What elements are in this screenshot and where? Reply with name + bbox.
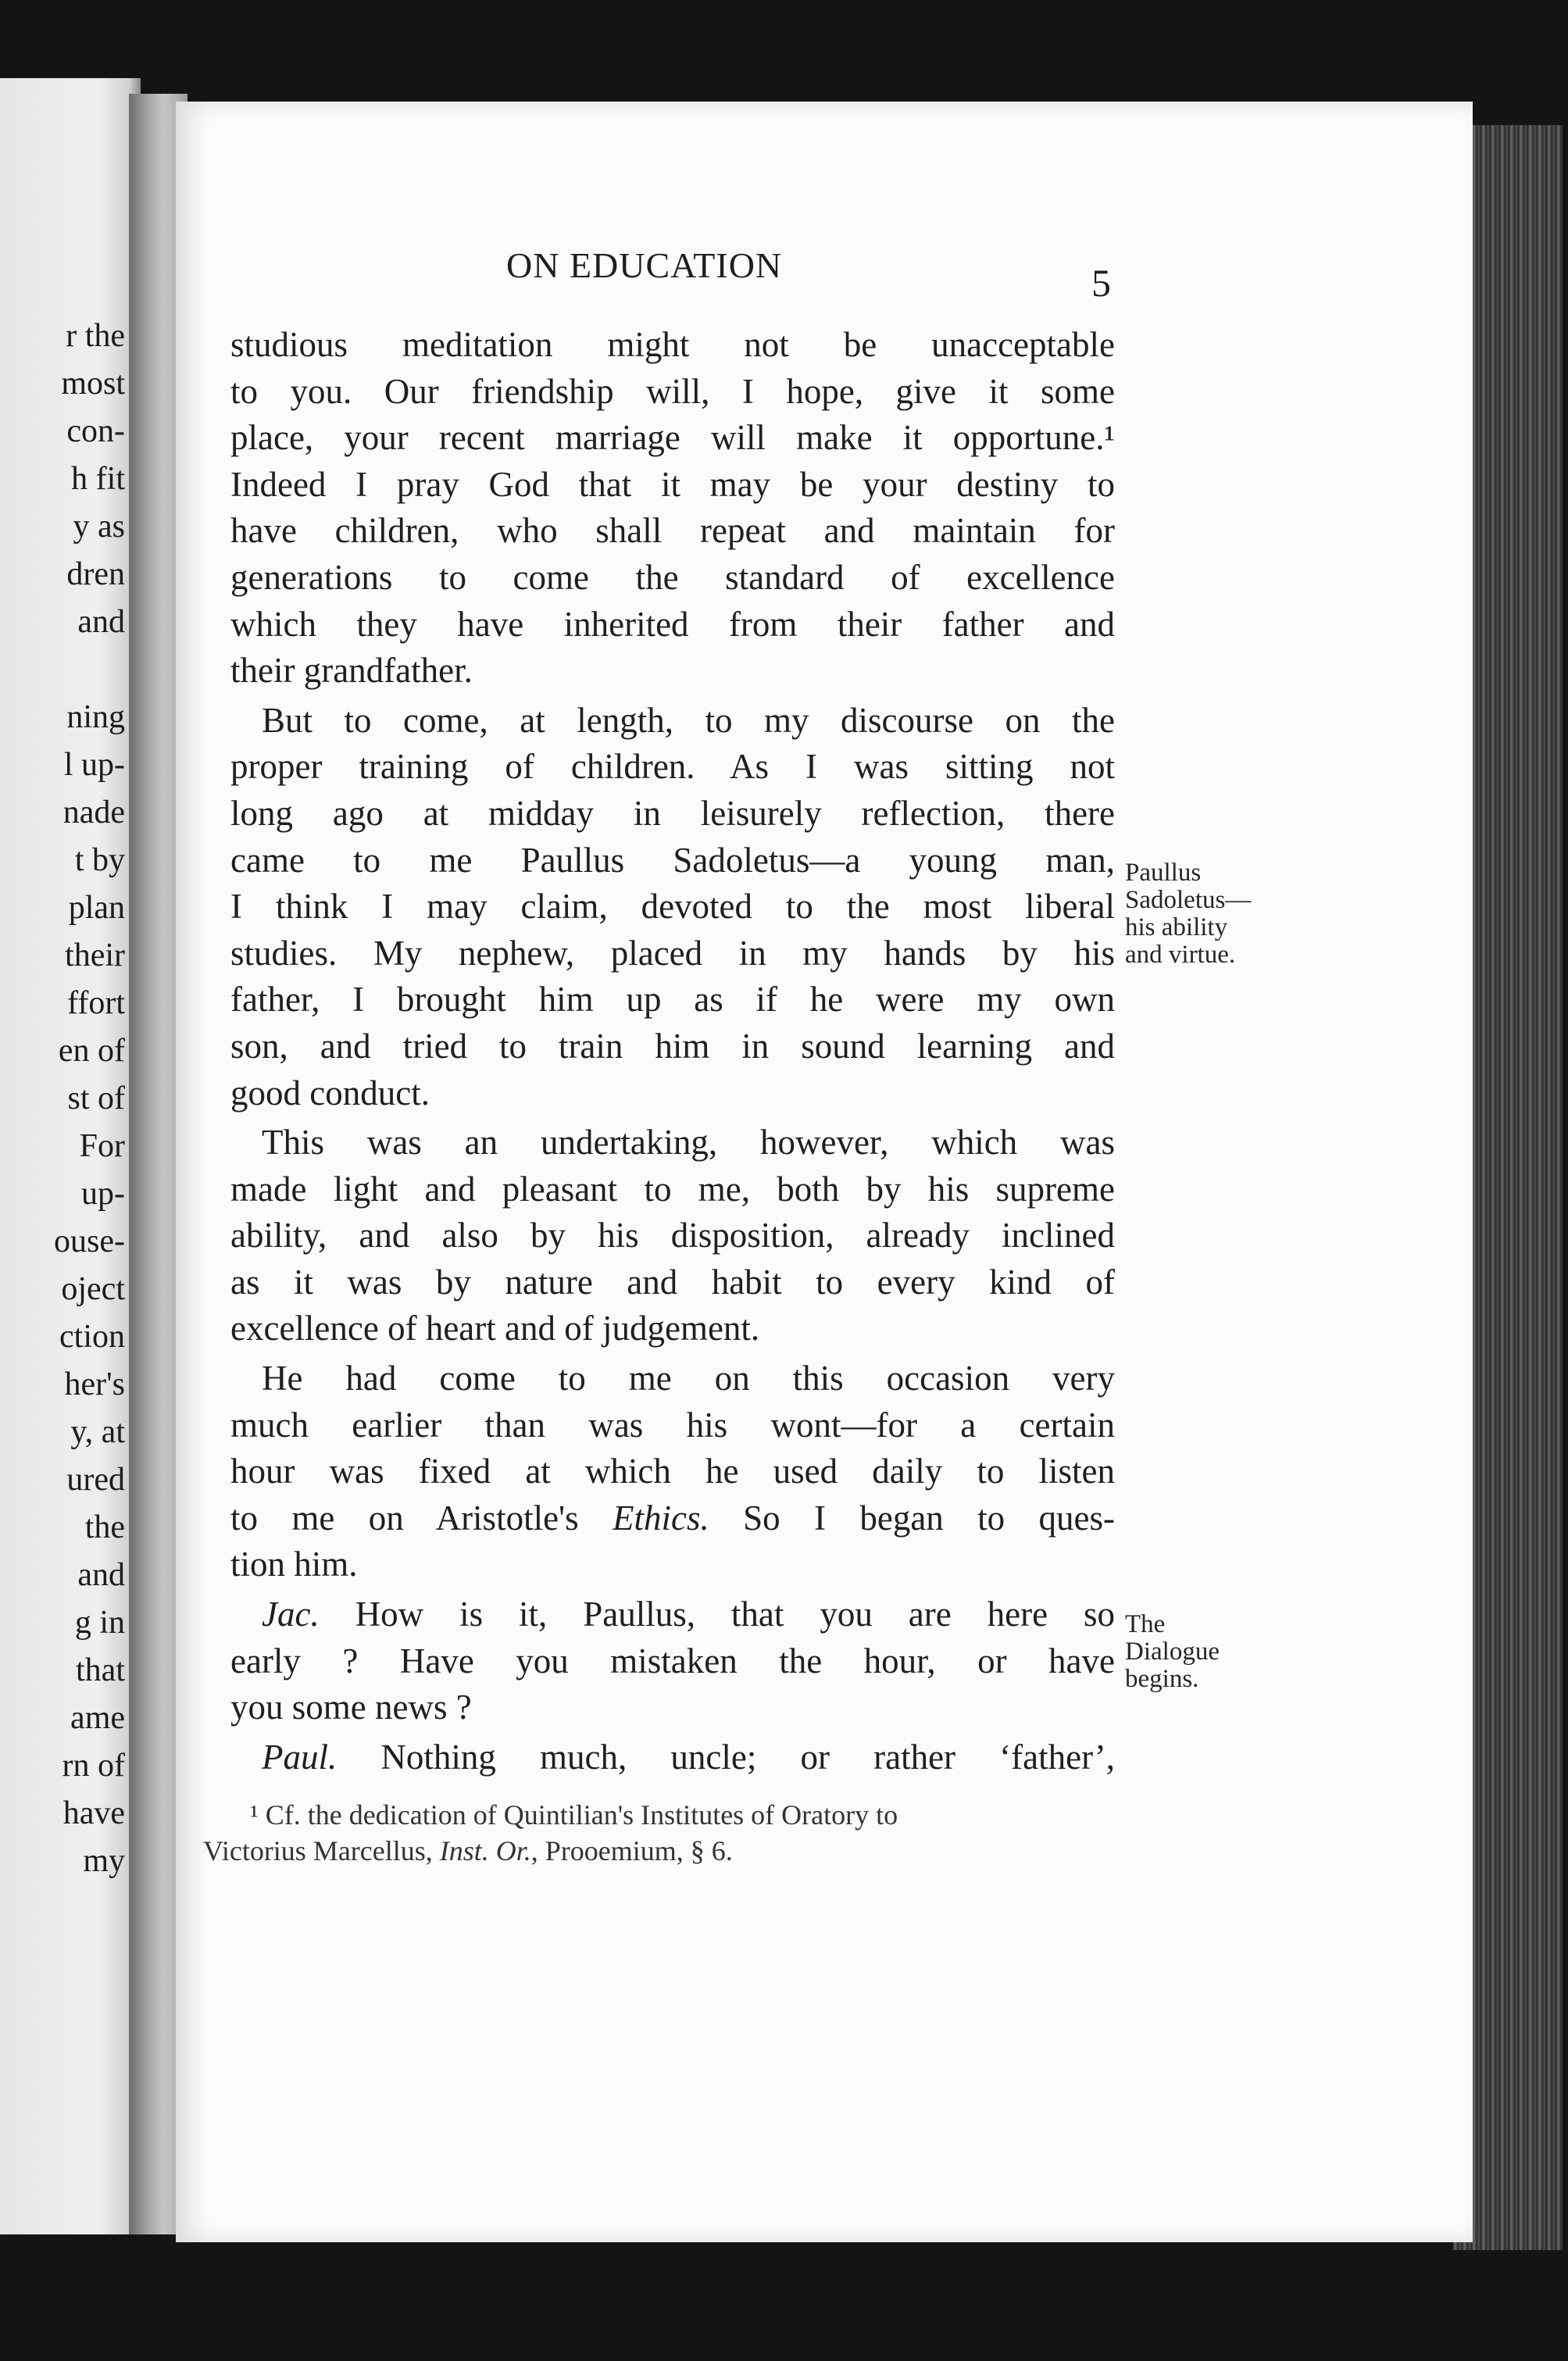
citation-italic: Inst. Or.: [439, 1835, 531, 1866]
marginal-note-line: The: [1125, 1610, 1166, 1638]
text-line: proper training of children. As I was sitting not: [230, 747, 1115, 787]
text-line: came to me Paullus Sadoletus—a young man,: [230, 840, 1115, 880]
left-line: ouse-: [54, 1223, 125, 1259]
left-line: y as: [73, 509, 125, 545]
text-line: son, and tried to train him in sound learning and: [230, 1026, 1115, 1066]
left-line: t by: [74, 842, 125, 878]
marginal-note-dialogue: [1125, 1611, 1305, 1693]
left-line: g in: [74, 1605, 125, 1641]
left-line: plan: [68, 890, 125, 926]
left-line: oject: [61, 1271, 125, 1307]
text-run: to me on Aristotle's: [230, 1498, 613, 1538]
text-line: He had come to me on this occasion very: [262, 1359, 1115, 1398]
text-line: [230, 1495, 1115, 1542]
left-line: [0, 646, 125, 694]
left-line: ning: [66, 699, 125, 735]
left-line: l up-: [63, 747, 125, 783]
text-line: This was an undertaking, however, which was: [262, 1123, 1115, 1163]
text-line: made light and pleasant to me, both by his supreme: [230, 1169, 1115, 1209]
text-line: Indeed I pray God that it may be your destiny to: [230, 464, 1115, 504]
left-line: st of: [67, 1080, 125, 1116]
dialogue-line: [230, 1591, 1115, 1638]
left-line: h fit: [71, 461, 125, 497]
text-line: ability, and also by his disposition, already inclined: [230, 1216, 1115, 1256]
marginal-note-line: Sadoletus—: [1125, 886, 1252, 914]
text-line: to you. Our friendship will, I hope, give it some: [230, 371, 1115, 411]
footnote-line: [203, 1833, 1086, 1869]
left-line: r the: [66, 318, 125, 354]
text-run: So I began to ques-: [709, 1498, 1115, 1538]
text-line: early ? Have you mistaken the hour, or have: [230, 1641, 1115, 1681]
left-line: ction: [59, 1319, 125, 1355]
text-line: excellence of heart and of judgement.: [230, 1309, 760, 1348]
left-line: the: [84, 1509, 125, 1545]
body-text: [230, 322, 1115, 1781]
text-line: place, your recent marriage will make it opportune.¹: [230, 418, 1115, 458]
text-line: much earlier than was his wont—for a certain: [230, 1405, 1115, 1445]
text-run: , Prooemium, § 6.: [530, 1835, 733, 1866]
marginal-note-paullus: [1125, 859, 1305, 969]
left-line: rn of: [62, 1748, 125, 1784]
footnote-line: ¹ Cf. the dedication of Quintilian's Institutes of Oratory to: [250, 1799, 898, 1831]
left-facing-page: [0, 78, 141, 2234]
left-line: dren: [66, 556, 125, 592]
text-line: generations to come the standard of excellence: [230, 557, 1115, 597]
left-line: For: [79, 1128, 125, 1164]
marginal-note-line: begins.: [1125, 1665, 1199, 1693]
text-line: father, I brought him up as if he were my own: [230, 980, 1115, 1020]
left-line: their: [65, 938, 125, 973]
text-line: which they have inherited from their father and: [230, 604, 1115, 644]
text-line: hour was fixed at which he used daily to listen: [230, 1452, 1115, 1491]
marginal-note-line: his ability: [1125, 913, 1228, 941]
left-line: have: [63, 1795, 125, 1831]
text-line: studies. My nephew, placed in my hands by his: [230, 933, 1115, 973]
text-line: tion him.: [230, 1545, 358, 1584]
text-line: good conduct.: [230, 1073, 430, 1113]
marginal-note-line: Paullus: [1125, 859, 1202, 887]
left-line: con-: [66, 413, 125, 449]
text-line: have children, who shall repeat and maintain for: [230, 511, 1115, 551]
left-line: and: [77, 604, 125, 640]
left-line: ame: [70, 1700, 125, 1736]
left-line: ured: [66, 1462, 125, 1498]
left-line: nade: [63, 795, 125, 830]
left-page-text: [0, 313, 125, 1885]
text-run: How is it, Paullus, that you are here so: [319, 1595, 1115, 1634]
left-line: up-: [81, 1176, 125, 1212]
text-line: long ago at midday in leisurely reflection, there: [230, 793, 1115, 833]
text-run: Victorius Marcellus,: [203, 1835, 440, 1866]
book-title-italic: Ethics.: [613, 1498, 709, 1538]
dialogue-line: [230, 1734, 1115, 1781]
text-line: as it was by nature and habit to every kind of: [230, 1262, 1115, 1302]
footnote: [203, 1797, 1086, 1869]
left-line: en of: [58, 1033, 125, 1069]
speaker-label: Jac.: [262, 1595, 320, 1634]
running-head: ON EDUCATION: [506, 245, 783, 285]
left-line: my: [83, 1843, 125, 1879]
left-line: that: [76, 1652, 125, 1688]
text-line: their grandfather.: [230, 651, 473, 691]
text-line: I think I may claim, devoted to the most liberal: [230, 887, 1115, 927]
left-line: and: [77, 1557, 125, 1593]
left-line: her's: [64, 1366, 125, 1402]
left-line: y, at: [70, 1414, 125, 1450]
text-line: you some news ?: [230, 1688, 472, 1727]
text-line: studious meditation might not be unacceptable: [230, 325, 1115, 364]
speaker-label: Paul.: [262, 1737, 338, 1777]
page-number: 5: [1091, 261, 1111, 305]
marginal-note-line: and virtue.: [1125, 941, 1236, 969]
marginal-note-line: Dialogue: [1125, 1638, 1220, 1666]
text-run: Nothing much, uncle; or rather ‘father’,: [337, 1737, 1115, 1777]
left-line: ffort: [67, 985, 125, 1021]
text-line: But to come, at length, to my discourse on the: [262, 700, 1115, 740]
left-line: most: [61, 366, 125, 402]
